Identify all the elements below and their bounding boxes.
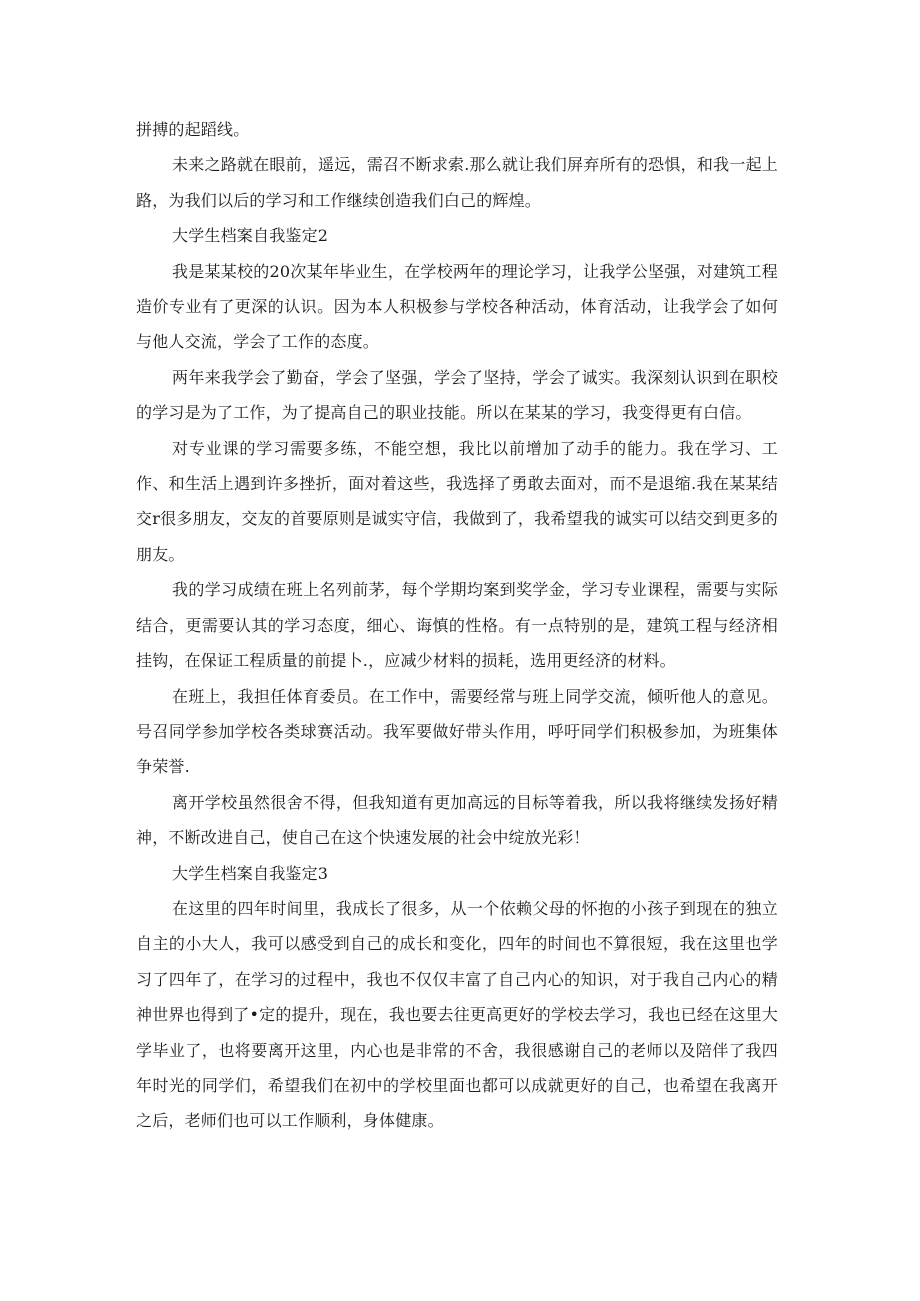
paragraph: 对专业课的学习需要多练，不能空想，我比以前增加了动手的能力。我在学习、工作、和生活上遇到许多挫折，面对着这些，我选择了勇敢去面对，而不是退缩.我在某某结交r很多朋友，交友的首要原则是诚实守信，我做到了，我希望我的诚实可以结交到更多的朋友。 bbox=[136, 438, 778, 564]
paragraph: 在班上，我担任体育委员。在工作中，需要经常与班上同学交流，倾听他人的意见。号召同学参加学校各类球赛活动。我军要做好带头作用，呼吁同学们积极参加，为班集体争荣誉. bbox=[136, 686, 778, 777]
paragraph: 未来之路就在眼前，遥远，需召不断求索.那么就让我们屏弃所有的恐惧，和我一起上路，为我们以后的学习和工作继续创造我们白己的辉煌。 bbox=[136, 155, 778, 210]
paragraph: 我是某某校的20次某年毕业生，在学校两年的理论学习，让我学公坚强，对建筑工程造价专业有了更深的认识。因为本人积极参与学校各种活动，体育活动，让我学会了如何与他人交流，学会了工作的态度。 bbox=[136, 261, 778, 352]
paragraph: 离开学校虽然很舍不得，但我知道有更加高远的目标等着我，所以我将继续发扬好精神，不断改进自己，使自己在这个快速发展的社会中绽放光彩！ bbox=[136, 792, 778, 848]
paragraph: 我的学习成绩在班上名列前茅，每个学期均案到奖学金，学习专业课程，需要与实际结合，更需要认其的学习态度，细心、诲慎的性格。有一点特别的是，建筑工程与经济相挂钩，在保证工程质量的前提卜.，应减少材料的损耗，选用更经济的材料。 bbox=[136, 580, 778, 671]
paragraph-continuation: 拼搏的起蹈线。 bbox=[136, 120, 250, 139]
paragraph: 在这里的四年时间里，我成长了很多，从一个依赖父母的怀抱的小孩子到现在的独立自主的小大人，我可以感受到自己的成长和变化，四年的时间也不算很短，我在这里也学习了四年了，在学习的过程中，我也不仅仅丰富了自己内心的知识，对于我自己内心的精神世界也得到了•定的提升，现在，我也要去往更高更好的学校去学习，我也已经在这里大学毕业了，也将要离开这里，内心也是非常的不舍，我很感谢自己的老师以及陪伴了我四年时光的同学们，希望我们在初中的学校里面也都可以成就更好的自己，也希望在我离开之后，老师们也可以工作顺利，身体健康。 bbox=[136, 898, 778, 1131]
document-body bbox=[136, 112, 778, 1139]
paragraph: 两年来我学会了勤奋，学会了坚强，学会了坚持，学会了诚实。我深刻认识到在职校的学习是为了工作，为了提高自己的职业技能。所以在某某的学习，我变得更有白信。 bbox=[136, 367, 778, 423]
section-heading: 大学生档案自我鉴定3 bbox=[172, 863, 329, 883]
section-heading: 大学生档案自我鉴定2 bbox=[172, 226, 329, 246]
